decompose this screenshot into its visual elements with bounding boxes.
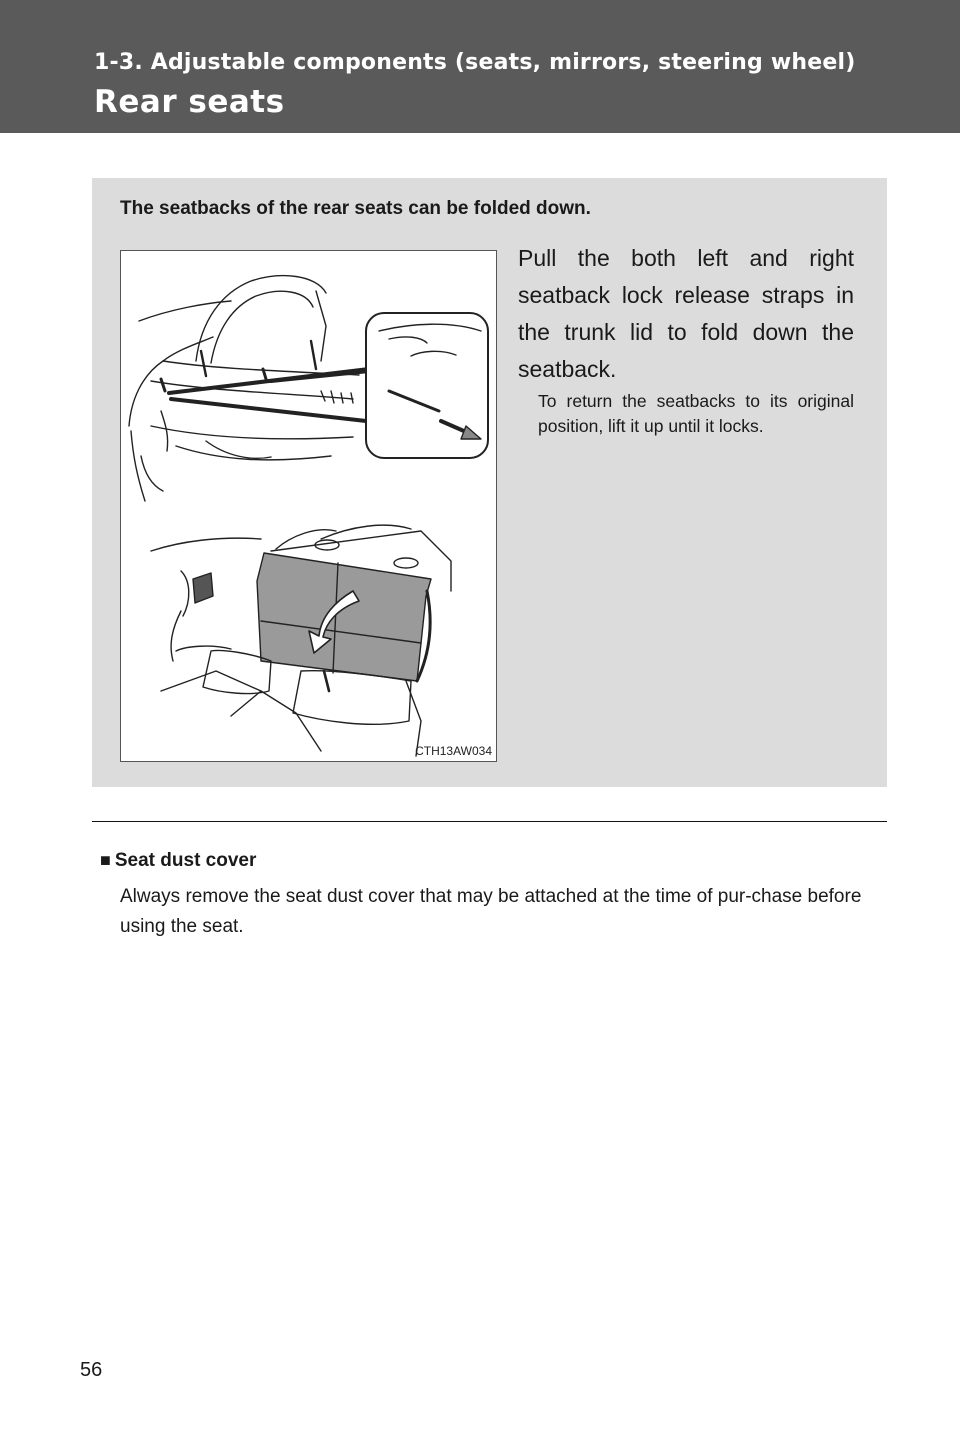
rear-seat-illustration bbox=[120, 250, 497, 762]
page-number: 56 bbox=[80, 1359, 103, 1381]
illustration-drawing bbox=[121, 251, 496, 761]
return-note: To return the seatbacks to its original position, lift it up until it locks. bbox=[538, 391, 854, 436]
seat-dust-cover-heading bbox=[100, 850, 256, 872]
square-bullet-icon: ■ bbox=[100, 850, 111, 870]
trunk-lid bbox=[196, 276, 326, 361]
seat-dust-cover-title: Seat dust cover bbox=[114, 850, 257, 871]
seat-dust-cover-text: Always remove the seat dust cover that may be attached at the time of pur-chase before using the seat. bbox=[120, 886, 862, 937]
info-panel bbox=[92, 178, 887, 787]
interior-outline bbox=[151, 538, 261, 551]
section-title: 1-3. Adjustable components (seats, mirrors, steering wheel) bbox=[94, 50, 856, 75]
folding-seatback bbox=[257, 553, 431, 681]
header-bar bbox=[0, 0, 960, 133]
panel-intro: The seatbacks of the rear seats can be folded down. bbox=[120, 198, 591, 219]
figure-code: CTH13AW034 bbox=[415, 744, 492, 758]
fold-instruction: Pull the both left and right seatback lock release straps in the trunk lid to fold down the seatback. bbox=[518, 245, 854, 382]
page-title: Rear seats bbox=[94, 84, 285, 120]
section-divider bbox=[92, 821, 887, 822]
